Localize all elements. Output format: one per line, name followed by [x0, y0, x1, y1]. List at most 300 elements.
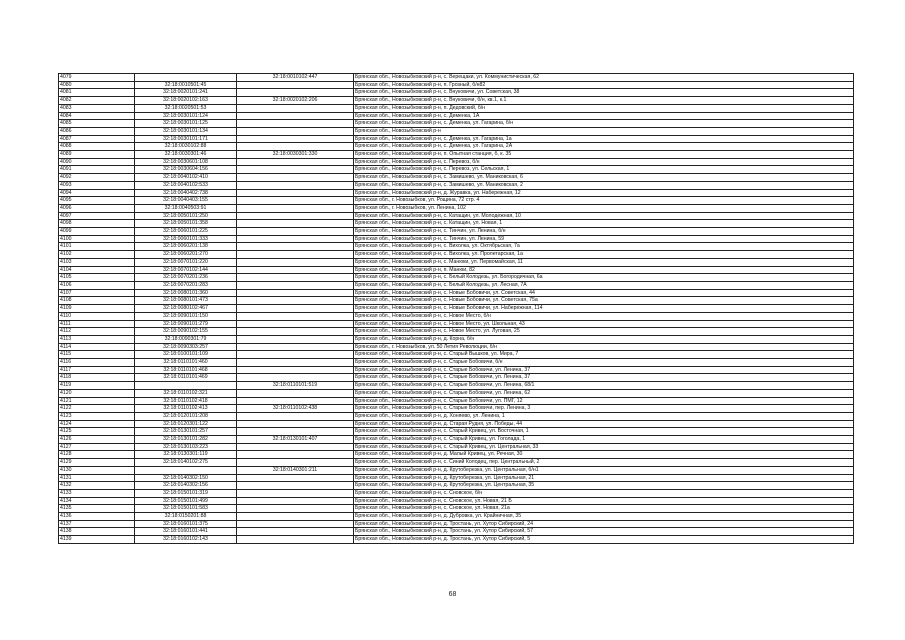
building-cadastral-number-cell	[237, 359, 354, 367]
table-row	[59, 112, 854, 120]
table-row	[59, 104, 854, 112]
row-number-cell: 4089	[59, 151, 135, 159]
row-number-cell: 4086	[59, 127, 135, 135]
address-cell: Брянская обл., Новозыбковский р-н, с. Сновское, ул. Новая, 21 Б	[354, 497, 854, 505]
table-row	[59, 443, 854, 451]
row-number-cell: 4092	[59, 174, 135, 182]
address-cell: Брянская обл., Новозыбковский р-н, с. Катащин, ул. Молодежная, 10	[354, 212, 854, 220]
address-cell: Брянская обл., Новозыбковский р-н, п. Опытная станция, б, к. 35	[354, 151, 854, 159]
row-number-cell: 4087	[59, 135, 135, 143]
building-cadastral-number-cell: 32:18:0130101:407	[237, 436, 354, 444]
building-cadastral-number-cell	[237, 520, 354, 528]
address-cell: Брянская обл., Новозыбковский р-н, с. Старый Вышков, ул. Мира, 7	[354, 351, 854, 359]
row-number-cell: 4126	[59, 436, 135, 444]
address-cell: Брянская обл., Новозыбковский р-н, с. Деменка, ул. Гагарина, б/н	[354, 120, 854, 128]
row-number-cell: 4107	[59, 289, 135, 297]
cadastral-number-cell: 32:18:0120101:208	[135, 412, 237, 420]
address-cell: Брянская обл., г. Новозыбков, ул. Ленина, 102	[354, 204, 854, 212]
address-cell: Брянская обл., Новозыбковский р-н, д. Тростань, ул. Хутор Сибирский, 57	[354, 528, 854, 536]
cadastral-number-cell: 32:18:0120301:122	[135, 420, 237, 428]
table-row	[59, 374, 854, 382]
building-cadastral-number-cell	[237, 343, 354, 351]
table-row	[59, 382, 854, 390]
address-cell: Брянская обл., Новозыбковский р-н, с. Новое Место, ул. Луговая, 25	[354, 328, 854, 336]
table-row	[59, 497, 854, 505]
cadastral-number-cell: 32:18:0150101:319	[135, 489, 237, 497]
address-cell: Брянская обл., Новозыбковский р-н, с. Старый Кривец, ул. Восточная, 1	[354, 428, 854, 436]
table-row	[59, 489, 854, 497]
cadastral-number-cell: 32:18:0040102:533	[135, 181, 237, 189]
address-cell: Брянская обл., Новозыбковский р-н, с. Новые Бобовичи, ул. Советская, 75а	[354, 297, 854, 305]
address-cell: Брянская обл., Новозыбковский р-н, с. Старые Бобовичи, ул. Ленина, 37	[354, 366, 854, 374]
row-number-cell: 4117	[59, 366, 135, 374]
building-cadastral-number-cell	[237, 482, 354, 490]
cadastral-number-cell: 32:18:0110101:469	[135, 374, 237, 382]
cadastral-number-cell: 32:18:0040403:155	[135, 197, 237, 205]
building-cadastral-number-cell	[237, 474, 354, 482]
table-row	[59, 482, 854, 490]
cadastral-number-cell: 32:18:0050101:358	[135, 220, 237, 228]
cadastral-number-cell: 32:18:0010501:45	[135, 81, 237, 89]
building-cadastral-number-cell	[237, 320, 354, 328]
address-cell: Брянская обл., Новозыбковский р-н, с. Старый Кривец, ул. Центральная, 33	[354, 443, 854, 451]
building-cadastral-number-cell	[237, 104, 354, 112]
cadastral-number-cell: 32:18:0130103:223	[135, 443, 237, 451]
address-cell: Брянская обл., Новозыбковский р-н, с. Замишево, ул. Маниковская, 2	[354, 181, 854, 189]
table-row	[59, 320, 854, 328]
building-cadastral-number-cell	[237, 220, 354, 228]
cadastral-number-cell: 32:18:0040503:91	[135, 204, 237, 212]
row-number-cell: 4127	[59, 443, 135, 451]
row-number-cell: 4088	[59, 143, 135, 151]
row-number-cell: 4083	[59, 104, 135, 112]
address-cell: Брянская обл., Новозыбковский р-н, с. Белый Колодезь, ул. Богородичная, 6а	[354, 274, 854, 282]
address-cell: Брянская обл., Новозыбковский р-н, с. Новые Бобовичи, ул. Набережная, 114	[354, 305, 854, 313]
address-cell: Брянская обл., Новозыбковский р-н, д. Крутоберезка, ул. Центральная, 21	[354, 474, 854, 482]
table-row	[59, 274, 854, 282]
cadastral-number-cell: 32:18:0020102:163	[135, 97, 237, 105]
row-number-cell: 4125	[59, 428, 135, 436]
building-cadastral-number-cell: 32:18:0010102:447	[237, 74, 354, 82]
cadastral-number-cell	[135, 466, 237, 474]
building-cadastral-number-cell	[237, 243, 354, 251]
address-cell: Брянская обл., Новозыбковский р-н, с. Старые Бобовичи, ул. Ленина, 37	[354, 374, 854, 382]
building-cadastral-number-cell: 32:18:0140301:211	[237, 466, 354, 474]
row-number-cell: 4098	[59, 220, 135, 228]
row-number-cell: 4123	[59, 412, 135, 420]
row-number-cell: 4096	[59, 204, 135, 212]
address-cell: Брянская обл., Новозыбковский р-н, с. Белый Колодезь, ул. Лесная, 7А	[354, 281, 854, 289]
table-row	[59, 158, 854, 166]
table-row	[59, 412, 854, 420]
table-row	[59, 258, 854, 266]
cadastral-number-cell: 32:18:0060101:225	[135, 228, 237, 236]
building-cadastral-number-cell	[237, 312, 354, 320]
table-row	[59, 474, 854, 482]
row-number-cell: 4138	[59, 528, 135, 536]
address-cell: Брянская обл., Новозыбковский р-н, п. Манюи, 82	[354, 266, 854, 274]
building-cadastral-number-cell	[237, 197, 354, 205]
address-cell: Брянская обл., Новозыбковский р-н, п. Дедовский, б/н	[354, 104, 854, 112]
row-number-cell: 4137	[59, 520, 135, 528]
row-number-cell: 4129	[59, 459, 135, 467]
table-row	[59, 151, 854, 159]
table-row	[59, 505, 854, 513]
address-cell: Брянская обл., Новозыбковский р-н, с. Перевоз, ул. Сельская, 1	[354, 166, 854, 174]
building-cadastral-number-cell	[237, 281, 354, 289]
building-cadastral-number-cell	[237, 513, 354, 521]
cadastral-number-cell: 32:18:0090101:150	[135, 312, 237, 320]
row-number-cell: 4132	[59, 482, 135, 490]
row-number-cell: 4115	[59, 351, 135, 359]
address-cell: Брянская обл., Новозыбковский р-н, д. Старая Рудня, ул. Победы, 44	[354, 420, 854, 428]
row-number-cell: 4093	[59, 181, 135, 189]
address-cell: Брянская обл., Новозыбковский р-н, д. Хоняево, ул. Ленина, 1	[354, 412, 854, 420]
address-cell: Брянская обл., Новозыбковский р-н, с. Старые Бобовичи, пер. Ленина, 3	[354, 405, 854, 413]
cadastral-number-cell: 32:18:0080101:473	[135, 297, 237, 305]
building-cadastral-number-cell	[237, 174, 354, 182]
row-number-cell: 4091	[59, 166, 135, 174]
table-row	[59, 389, 854, 397]
building-cadastral-number-cell: 32:18:0110101:519	[237, 382, 354, 390]
row-number-cell: 4102	[59, 251, 135, 259]
cadastral-number-cell: 32:18:0070201:283	[135, 281, 237, 289]
cadastral-number-cell: 32:18:0030101:125	[135, 120, 237, 128]
address-cell: Брянская обл., Новозыбковский р-н, с. Замишево, ул. Маниковская, 6	[354, 174, 854, 182]
table-row	[59, 513, 854, 521]
cadastral-number-cell: 32:18:0060201:138	[135, 243, 237, 251]
cadastral-number-cell: 32:18:0020501:53	[135, 104, 237, 112]
row-number-cell: 4119	[59, 382, 135, 390]
building-cadastral-number-cell	[237, 443, 354, 451]
cadastral-number-cell: 32:18:0060201:270	[135, 251, 237, 259]
row-number-cell: 4103	[59, 258, 135, 266]
address-cell: Брянская обл., Новозыбковский р-н, с. Тинчин, ул. Ленина, 59	[354, 235, 854, 243]
table-row	[59, 312, 854, 320]
row-number-cell: 4080	[59, 81, 135, 89]
building-cadastral-number-cell	[237, 258, 354, 266]
table-row	[59, 328, 854, 336]
row-number-cell: 4134	[59, 497, 135, 505]
cadastral-number-cell: 32:18:0030101:124	[135, 112, 237, 120]
address-cell: Брянская обл., Новозыбковский р-н, д. Журавка, ул. Набережная, 12	[354, 189, 854, 197]
row-number-cell: 4106	[59, 281, 135, 289]
cadastral-number-cell: 32:18:0090102:155	[135, 328, 237, 336]
address-cell: Брянская обл., Новозыбковский р-н, с. Деменка, ул. Гагарина, 2А	[354, 143, 854, 151]
cadastral-number-cell: 32:18:0030102:88	[135, 143, 237, 151]
table-row	[59, 143, 854, 151]
building-cadastral-number-cell	[237, 212, 354, 220]
address-cell: Брянская обл., Новозыбковский р-н, с. Сновское, ул. Новая, 21а	[354, 505, 854, 513]
building-cadastral-number-cell: 32:18:0110102:438	[237, 405, 354, 413]
row-number-cell: 4097	[59, 212, 135, 220]
cadastral-number-cell: 32:18:0110101:468	[135, 366, 237, 374]
table-row	[59, 120, 854, 128]
building-cadastral-number-cell	[237, 120, 354, 128]
building-cadastral-number-cell	[237, 397, 354, 405]
cadastral-number-cell: 32:18:0150101:583	[135, 505, 237, 513]
cadastral-number-cell: 32:18:0160101:441	[135, 528, 237, 536]
table-row	[59, 189, 854, 197]
building-cadastral-number-cell	[237, 489, 354, 497]
building-cadastral-number-cell	[237, 235, 354, 243]
address-cell: Брянская обл., Новозыбковский р-н, с. Старые Бобовичи, ул. ПМГ, 12	[354, 397, 854, 405]
address-cell: Брянская обл., Новозыбковский р-н, с. Деменка, 1А	[354, 112, 854, 120]
row-number-cell: 4090	[59, 158, 135, 166]
address-cell: Брянская обл., Новозыбковский р-н, с. Старый Кривец, ул. Гоголада, 1	[354, 436, 854, 444]
building-cadastral-number-cell	[237, 351, 354, 359]
row-number-cell: 4136	[59, 513, 135, 521]
building-cadastral-number-cell	[237, 204, 354, 212]
row-number-cell: 4118	[59, 374, 135, 382]
cadastral-number-cell: 32:18:0030604:156	[135, 166, 237, 174]
building-cadastral-number-cell	[237, 181, 354, 189]
address-cell: Брянская обл., Новозыбковский р-н, с. Вихолка, ул. Пролетарская, 1а	[354, 251, 854, 259]
building-cadastral-number-cell	[237, 166, 354, 174]
table-row	[59, 266, 854, 274]
table-row	[59, 281, 854, 289]
address-cell: Брянская обл., Новозыбковский р-н, с. Старые Бобовичи, ул. Ленина, 62	[354, 389, 854, 397]
building-cadastral-number-cell	[237, 497, 354, 505]
table-row	[59, 220, 854, 228]
cadastral-number-cell: 32:18:0060101:333	[135, 235, 237, 243]
address-cell: Брянская обл., Новозыбковский р-н, д. Тростань, ул. Хутор Сибирский, 5	[354, 536, 854, 544]
row-number-cell: 4130	[59, 466, 135, 474]
table-row	[59, 181, 854, 189]
row-number-cell: 4105	[59, 274, 135, 282]
cadastral-number-cell: 32:18:0110102:418	[135, 397, 237, 405]
building-cadastral-number-cell	[237, 528, 354, 536]
table-row	[59, 428, 854, 436]
table-row	[59, 135, 854, 143]
cadastral-number-cell: 32:18:0160102:143	[135, 536, 237, 544]
table-row	[59, 359, 854, 367]
table-row	[59, 466, 854, 474]
row-number-cell: 4104	[59, 266, 135, 274]
address-cell: Брянская обл., Новозыбковский р-н, с. Новое Место, б/н	[354, 312, 854, 320]
table-row	[59, 536, 854, 544]
table-row	[59, 97, 854, 105]
row-number-cell: 4099	[59, 228, 135, 236]
table-row	[59, 405, 854, 413]
table-row	[59, 174, 854, 182]
building-cadastral-number-cell	[237, 135, 354, 143]
row-number-cell: 4135	[59, 505, 135, 513]
building-cadastral-number-cell	[237, 228, 354, 236]
cadastral-number-cell: 32:18:0140302:150	[135, 474, 237, 482]
building-cadastral-number-cell: 32:18:0030301:330	[237, 151, 354, 159]
building-cadastral-number-cell	[237, 274, 354, 282]
table-row	[59, 197, 854, 205]
table-row	[59, 459, 854, 467]
cadastral-number-cell: 32:18:0030301:46	[135, 151, 237, 159]
cadastral-number-cell	[135, 74, 237, 82]
row-number-cell: 4120	[59, 389, 135, 397]
row-number-cell: 4085	[59, 120, 135, 128]
cadastral-number-cell: 32:18:0020101:241	[135, 89, 237, 97]
cadastral-number-cell: 32:18:0040402:738	[135, 189, 237, 197]
row-number-cell: 4114	[59, 343, 135, 351]
table-row	[59, 343, 854, 351]
cadastral-number-cell: 32:18:0140302:156	[135, 482, 237, 490]
address-cell: Брянская обл., Новозыбковский р-н, д. Дубровка, ул. Крайничная, 35	[354, 513, 854, 521]
table-row	[59, 436, 854, 444]
address-cell: Брянская обл., Новозыбковский р-н, с. Перевоз, б/н	[354, 158, 854, 166]
table-row	[59, 127, 854, 135]
building-cadastral-number-cell	[237, 81, 354, 89]
table-row	[59, 228, 854, 236]
row-number-cell: 4082	[59, 97, 135, 105]
building-cadastral-number-cell	[237, 289, 354, 297]
address-cell: Брянская обл., Новозыбковский р-н, с. Катащин, ул. Новая, 1	[354, 220, 854, 228]
cadastral-number-cell: 32:18:0130101:257	[135, 428, 237, 436]
table-row	[59, 420, 854, 428]
address-cell: Брянская обл., Новозыбковский р-н, с. Старые Бобовичи, ул. Ленина, 68/1	[354, 382, 854, 390]
building-cadastral-number-cell	[237, 143, 354, 151]
row-number-cell: 4122	[59, 405, 135, 413]
table-row	[59, 204, 854, 212]
cadastral-number-cell	[135, 382, 237, 390]
registry-table	[58, 73, 854, 544]
building-cadastral-number-cell	[237, 420, 354, 428]
row-number-cell: 4101	[59, 243, 135, 251]
table-row	[59, 528, 854, 536]
table-row	[59, 397, 854, 405]
row-number-cell: 4081	[59, 89, 135, 97]
building-cadastral-number-cell	[237, 505, 354, 513]
building-cadastral-number-cell	[237, 328, 354, 336]
table-row	[59, 251, 854, 259]
building-cadastral-number-cell	[237, 459, 354, 467]
address-cell: Брянская обл., Новозыбковский р-н	[354, 127, 854, 135]
building-cadastral-number-cell	[237, 374, 354, 382]
row-number-cell: 4110	[59, 312, 135, 320]
table-row	[59, 243, 854, 251]
building-cadastral-number-cell	[237, 451, 354, 459]
address-cell: Брянская обл., Новозыбковский р-н, с. Синий Колодец, пер. Центральный, 2	[354, 459, 854, 467]
registry-table-body	[59, 74, 854, 544]
address-cell: Брянская обл., Новозыбковский р-н, д. Тростань, ул. Хутор Сибирский, 24	[354, 520, 854, 528]
cadastral-number-cell: 32:18:0030101:171	[135, 135, 237, 143]
row-number-cell: 4133	[59, 489, 135, 497]
building-cadastral-number-cell	[237, 251, 354, 259]
building-cadastral-number-cell	[237, 366, 354, 374]
building-cadastral-number-cell	[237, 266, 354, 274]
row-number-cell: 4128	[59, 451, 135, 459]
address-cell: Брянская обл., Новозыбковский р-н, с. Тинчин, ул. Ленина, б/н	[354, 228, 854, 236]
row-number-cell: 4121	[59, 397, 135, 405]
cadastral-number-cell: 32:18:0030601:108	[135, 158, 237, 166]
row-number-cell: 4113	[59, 335, 135, 343]
table-row	[59, 351, 854, 359]
cadastral-number-cell: 32:18:0160101:375	[135, 520, 237, 528]
cadastral-number-cell: 32:18:0050101:250	[135, 212, 237, 220]
address-cell: Брянская обл., Новозыбковский р-н, с. Верещаки, ул. Коммунистическая, 62	[354, 74, 854, 82]
row-number-cell: 4084	[59, 112, 135, 120]
address-cell: Брянская обл., Новозыбковский р-н, с. Новое Место, ул. Школьная, 43	[354, 320, 854, 328]
building-cadastral-number-cell	[237, 412, 354, 420]
address-cell: Брянская обл., Новозыбковский р-н, с. Деменка, ул. Гагарина, 1а	[354, 135, 854, 143]
row-number-cell: 4094	[59, 189, 135, 197]
address-cell: Брянская обл., Новозыбковский р-н, с. Сновское, б/н	[354, 489, 854, 497]
row-number-cell: 4131	[59, 474, 135, 482]
table-row	[59, 74, 854, 82]
building-cadastral-number-cell	[237, 335, 354, 343]
cadastral-number-cell: 32:18:0040102:410	[135, 174, 237, 182]
building-cadastral-number-cell	[237, 536, 354, 544]
address-cell: Брянская обл., Новозыбковский р-н, с. Старые Бобовичи, б/н	[354, 359, 854, 367]
building-cadastral-number-cell	[237, 389, 354, 397]
table-row	[59, 81, 854, 89]
table-row	[59, 305, 854, 313]
table-row	[59, 212, 854, 220]
building-cadastral-number-cell	[237, 158, 354, 166]
address-cell: Брянская обл., Новозыбковский р-н, с. Внуковичи, ул. Советская, 38	[354, 89, 854, 97]
cadastral-number-cell: 32:18:0070201:236	[135, 274, 237, 282]
cadastral-number-cell: 32:18:0140102:275	[135, 459, 237, 467]
address-cell: Брянская обл., Новозыбковский р-н, д. Крутоберезка, ул. Центральная, б/н1	[354, 466, 854, 474]
address-cell: Брянская обл., Новозыбковский р-н, д. Корна, б/н	[354, 335, 854, 343]
cadastral-number-cell: 32:18:0090303:257	[135, 343, 237, 351]
table-row	[59, 235, 854, 243]
row-number-cell: 4108	[59, 297, 135, 305]
cadastral-number-cell: 32:18:0150101:499	[135, 497, 237, 505]
building-cadastral-number-cell	[237, 112, 354, 120]
row-number-cell: 4111	[59, 320, 135, 328]
table-row	[59, 366, 854, 374]
row-number-cell: 4109	[59, 305, 135, 313]
cadastral-number-cell: 32:18:0150201:88	[135, 513, 237, 521]
cadastral-number-cell: 32:18:0100101:109	[135, 351, 237, 359]
table-row	[59, 289, 854, 297]
cadastral-number-cell: 32:18:0110101:460	[135, 359, 237, 367]
address-cell: Брянская обл., Новозыбковский р-н, с. Внуковичи, б/н, кв.1, к.1	[354, 97, 854, 105]
building-cadastral-number-cell	[237, 297, 354, 305]
cadastral-number-cell: 32:18:0070102:144	[135, 266, 237, 274]
row-number-cell: 4079	[59, 74, 135, 82]
cadastral-number-cell: 32:18:0030101:134	[135, 127, 237, 135]
table-row	[59, 166, 854, 174]
cadastral-number-cell: 32:18:0110102:321	[135, 389, 237, 397]
building-cadastral-number-cell	[237, 189, 354, 197]
cadastral-number-cell: 32:18:0080101:360	[135, 289, 237, 297]
cadastral-number-cell: 32:18:0090301:79	[135, 335, 237, 343]
table-row	[59, 520, 854, 528]
building-cadastral-number-cell	[237, 305, 354, 313]
cadastral-number-cell: 32:18:0080102:467	[135, 305, 237, 313]
row-number-cell: 4116	[59, 359, 135, 367]
row-number-cell: 4124	[59, 420, 135, 428]
page-number: 68	[448, 591, 457, 598]
table-row	[59, 451, 854, 459]
address-cell: Брянская обл., Новозыбковский р-н, с. Вихолка, ул. Октябрьская, 7а	[354, 243, 854, 251]
address-cell: Брянская обл., Новозыбковский р-н, д. Крутоберезка, ул. Центральная, 35	[354, 482, 854, 490]
address-cell: Брянская обл., Новозыбковский р-н, д. Малый Кривец, ул. Речная, 30	[354, 451, 854, 459]
table-row	[59, 89, 854, 97]
row-number-cell: 4100	[59, 235, 135, 243]
building-cadastral-number-cell	[237, 127, 354, 135]
row-number-cell: 4139	[59, 536, 135, 544]
address-cell: Брянская обл., Новозыбковский р-н, с. Манюки, ул. Первомайская, 11	[354, 258, 854, 266]
row-number-cell: 4095	[59, 197, 135, 205]
cadastral-number-cell: 32:18:0130101:282	[135, 436, 237, 444]
address-cell: Брянская обл., г. Новозыбков, ул. 50 Летия Революции, б/н	[354, 343, 854, 351]
row-number-cell: 4112	[59, 328, 135, 336]
cadastral-number-cell: 32:18:0090101:279	[135, 320, 237, 328]
cadastral-number-cell: 32:18:0130301:119	[135, 451, 237, 459]
address-cell: Брянская обл., Новозыбковский р-н, с. Новые Бобовичи, ул. Советская, 44	[354, 289, 854, 297]
table-row	[59, 297, 854, 305]
